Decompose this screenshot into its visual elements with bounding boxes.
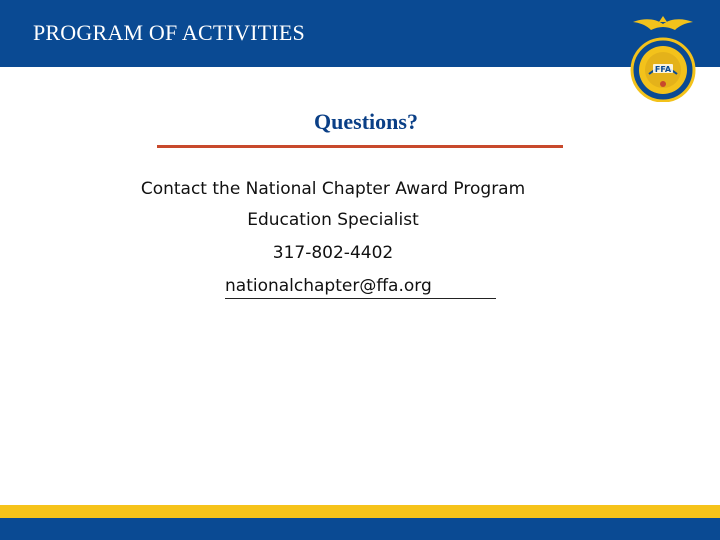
footer-stripe-blue: [0, 518, 720, 540]
email-row: [225, 276, 496, 299]
heading-divider: [157, 145, 563, 148]
slide-heading: Questions?: [314, 109, 418, 134]
contact-line-2: Education Specialist: [247, 210, 419, 230]
footer-stripe-gold: [0, 505, 720, 518]
header-title: PROGRAM OF ACTIVITIES: [33, 20, 305, 45]
email-link[interactable]: nationalchapter@ffa.org: [225, 276, 432, 296]
ffa-emblem-icon: [627, 14, 699, 102]
contact-phone: 317-802-4402: [272, 243, 394, 263]
contact-line-1: Contact the National Chapter Award Program: [140, 179, 526, 199]
emblem-text: FFA: [654, 65, 672, 74]
header-bar: [0, 0, 720, 74]
